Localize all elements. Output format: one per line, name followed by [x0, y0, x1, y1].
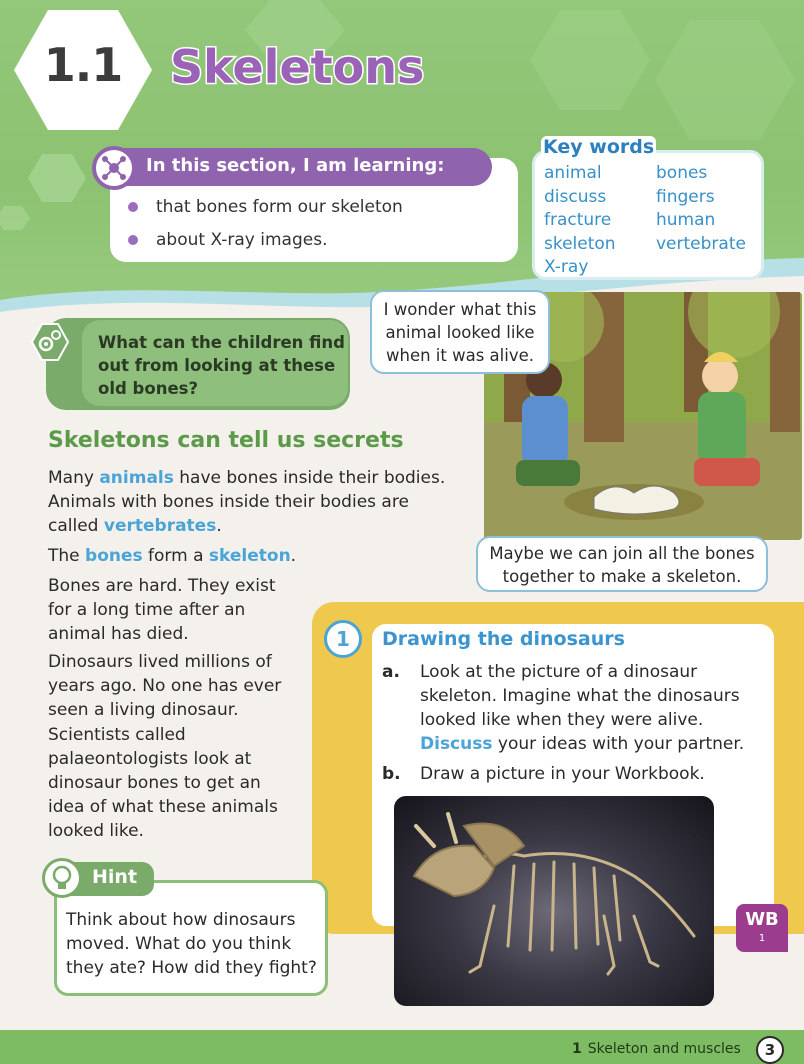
- key-word: bones: [656, 163, 708, 183]
- learning-objectives-list: [128, 191, 403, 257]
- activity-item-text: Draw a picture in your Workbook.: [420, 764, 705, 784]
- paragraph-bones-hard: Bones are hard. They exist for a long time after an animal has died.: [48, 576, 276, 645]
- learning-objective-item: about X-ray images.: [128, 224, 403, 257]
- key-words-title: Key words: [543, 136, 655, 158]
- activity-item-label: a.: [382, 662, 400, 682]
- keyword-skeleton: skeleton: [208, 546, 291, 566]
- key-word: fingers: [656, 186, 715, 207]
- key-word: vertebrate: [656, 233, 746, 254]
- footer-chapter-number: 1: [572, 1041, 582, 1057]
- lightbulb-icon: [42, 858, 82, 898]
- speech-bubble-boy: I wonder what this animal looked like when it was alive.: [370, 290, 550, 374]
- dinosaur-skeleton-photo: [394, 796, 714, 1006]
- key-word: human: [656, 210, 716, 231]
- page-number: 3: [756, 1036, 784, 1064]
- paragraph-skeleton: The bones form a skeleton.: [48, 546, 297, 566]
- keyword-discuss: Discuss: [420, 734, 493, 754]
- key-word: fracture: [544, 210, 612, 231]
- footer-chapter: [572, 1041, 741, 1057]
- key-word: X-ray: [544, 257, 589, 278]
- key-words-column-1: [544, 162, 616, 280]
- page-title: Skeletons: [170, 40, 425, 94]
- key-word: discuss: [544, 186, 607, 207]
- section-heading: Skeletons can tell us secrets: [48, 428, 404, 453]
- activity-item-label: b.: [382, 764, 401, 784]
- workbook-label: WB: [745, 909, 779, 930]
- hint-text: Think about how dinosaurs moved. What do you think they ate? How did they fight?: [66, 910, 317, 978]
- section-number: 1.1: [43, 38, 123, 92]
- keyword-vertebrates: vertebrates: [103, 516, 217, 537]
- learning-objectives-title: In this section, I am learning:: [146, 155, 445, 176]
- key-words-column-2: [656, 162, 746, 256]
- learning-objective-item: that bones form our skeleton: [128, 191, 403, 224]
- molecule-icon: [92, 146, 136, 190]
- workbook-number: 1: [758, 933, 766, 944]
- keyword-bones: bones: [85, 546, 143, 566]
- footer-chapter-title: Skeleton and muscles: [587, 1041, 741, 1057]
- keyword-animals: animals: [99, 468, 174, 488]
- activity-title: Drawing the dinosaurs: [382, 628, 625, 650]
- hint-label: Hint: [92, 866, 138, 888]
- key-word: animal: [544, 163, 602, 183]
- key-word: skeleton: [544, 233, 616, 254]
- gears-icon: [30, 322, 70, 362]
- workbook-badge: [736, 904, 788, 952]
- activity-item-text: Look at the picture of a dinosaur skeleton. Imagine what the dinosaurs looked like when they were alive. Discuss your ideas with your partner.: [420, 662, 745, 754]
- activity-number: 1: [324, 620, 362, 658]
- paragraph-vertebrates: Many animals have bones inside their bodies. Animals with bones inside their bodies are called vertebrates.: [48, 468, 446, 537]
- speech-bubble-girl: Maybe we can join all the bones together to make a skeleton.: [476, 536, 768, 592]
- question-text: What can the children find out from looking at these old bones?: [98, 333, 345, 398]
- paragraph-dinosaurs: Dinosaurs lived millions of years ago. No one has ever seen a living dinosaur. Scientists called palaeontologists look at dinosaur bones to get an idea of what these animals looked like.: [48, 652, 282, 842]
